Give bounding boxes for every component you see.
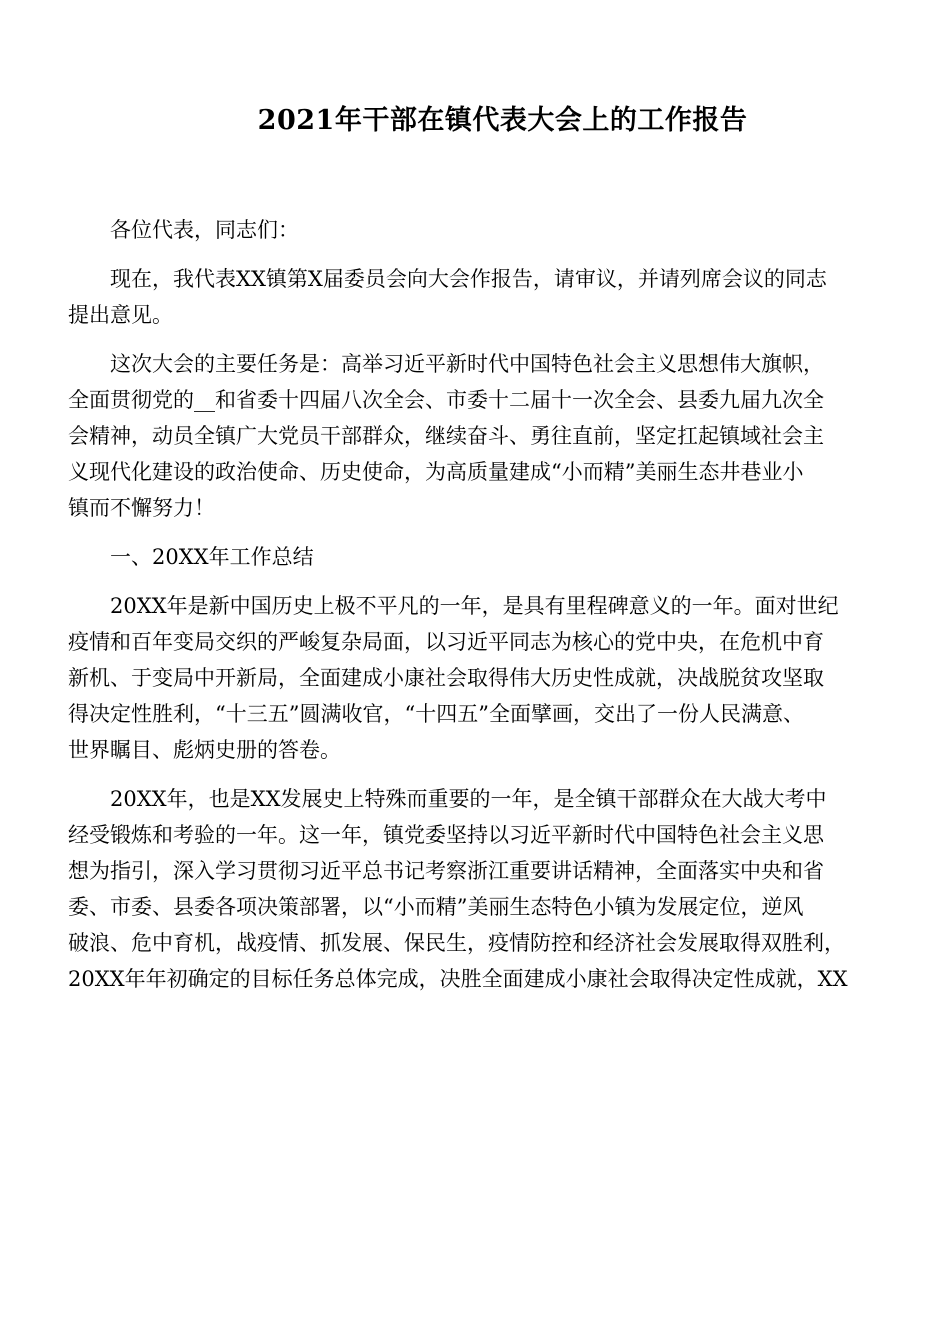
paragraph-line: 经受锻炼和考验的一年。这一年，镇党委坚持以习近平新时代中国特色社会主义思 [68,823,824,847]
paragraph-line: 世界瞩目、彪炳史册的答卷。 [68,738,341,762]
paragraph-line: 疫情和百年变局交织的严峻复杂局面，以习近平同志为核心的党中央，在危机中育 [68,630,824,654]
paragraph-line: 20XX年，也是XX发展史上特殊而重要的一年，是全镇干部群众在大战大考中 [110,787,827,811]
paragraph-line: 20XX年是新中国历史上极不平凡的一年，是具有里程碑意义的一年。面对世纪 [110,594,839,618]
document-body [68,212,898,1010]
paragraph-main-task [68,346,898,526]
paragraph-line: 全面贯彻党的__和省委十四届八次全会、市委十二届十一次全会、县委九届九次全 [68,388,824,412]
paragraph-line: 各位代表，同志们： [110,218,299,242]
paragraph-line: 现在，我代表XX镇第X届委员会向大会作报告，请审议，并请列席会议的同志 [110,267,827,291]
section-heading [68,539,898,575]
paragraph-line: 委、市委、县委各项决策部署，以“小而精”美丽生态特色小镇为发展定位，逆风 [68,895,804,919]
paragraph-salutation [68,212,898,248]
paragraph-line: 会精神，动员全镇广大党员干部群众，继续奋斗、勇往直前，坚定扛起镇域社会主 [68,424,824,448]
paragraph-line: 这次大会的主要任务是：高举习近平新时代中国特色社会主义思想伟大旗帜， [110,352,824,376]
paragraph-line: 想为指引，深入学习贯彻习近平总书记考察浙江重要讲话精神，全面落实中央和省 [68,859,824,883]
document-title: 2021年干部在镇代表大会上的工作报告 [257,105,748,136]
paragraph-local-summary [68,781,898,997]
paragraph-line: 镇而不懈努力！ [68,496,215,520]
paragraph-line: 义现代化建设的政治使命、历史使命，为高质量建成“小而精”美丽生态井巷业小 [68,460,804,484]
paragraph-line: 提出意见。 [68,303,173,327]
paragraph-line: 新机、于变局中开新局，全面建成小康社会取得伟大历史性成就，决战脱贫攻坚取 [68,666,824,690]
paragraph-year-summary [68,588,898,768]
paragraph-line: 得决定性胜利，“十三五”圆满收官，“十四五”全面擘画，交出了一份人民满意、 [68,702,804,726]
paragraph-intro [68,261,898,333]
paragraph-line: 一、20XX年工作总结 [110,545,314,569]
paragraph-line: 破浪、危中育机，战疫情、抓发展、保民生，疫情防控和经济社会发展取得双胜利， [68,931,845,955]
paragraph-line: 20XX年年初确定的目标任务总体完成，决胜全面建成小康社会取得决定性成就，XX [68,967,848,991]
